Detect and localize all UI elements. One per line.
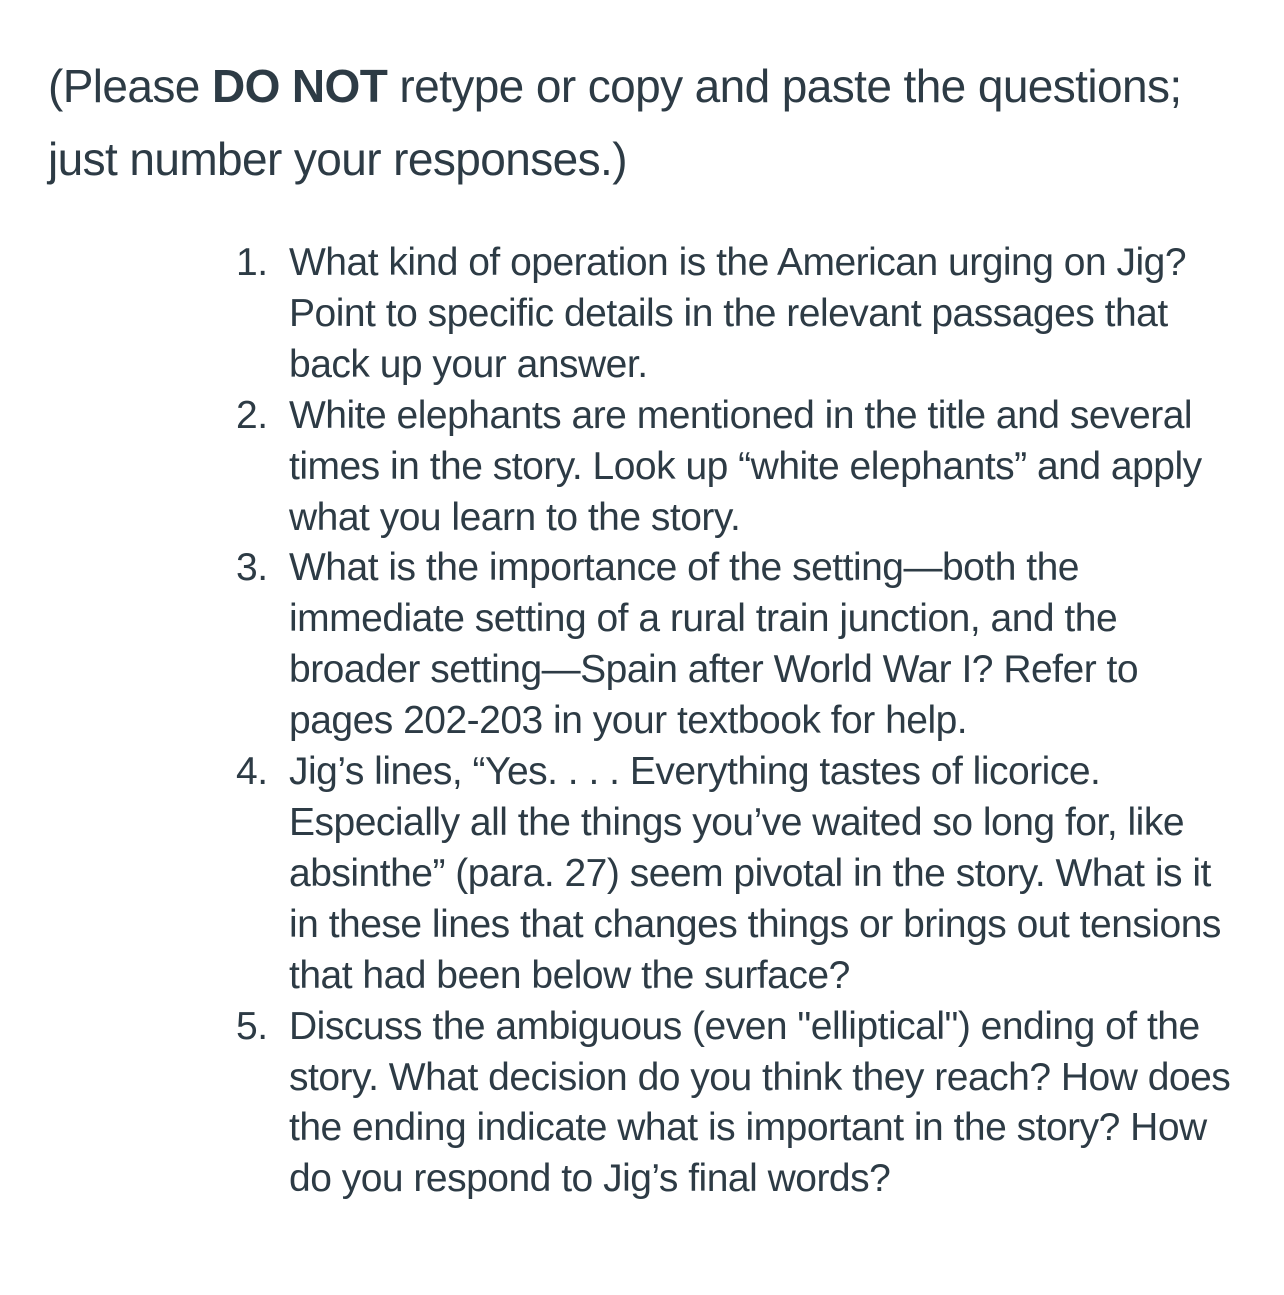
question-item-4 (232, 747, 1242, 1002)
question-number: 5. (236, 1004, 268, 1048)
question-item-5 (232, 1002, 1242, 1206)
question-text: White elephants are mentioned in the title and several times in the story. Look up “white elephants” and apply what you learn to the story. (289, 393, 1202, 539)
question-list (232, 238, 1242, 1205)
question-number: 4. (236, 750, 268, 794)
question-number: 1. (236, 241, 268, 284)
question-text: What is the importance of the setting—both the immediate setting of a rural train junction, and the broader setting—Spain after World War I? Refer to pages 202-203 in your textbook for help. (289, 546, 1139, 743)
question-text: What kind of operation is the American urging on Jig? Point to specific details in the relevant passages that back up your answer. (289, 241, 1187, 386)
question-text: Jig’s lines, “Yes. . . . Everything tastes of licorice. Especially all the things you’ve waited so long for, like absinthe” (para. 27) seem pivotal in the story. What is it in these lines that changes things or brings out tensions that had been below the surface? (289, 750, 1221, 997)
question-item-2 (232, 391, 1242, 544)
instructions-before: (Please (48, 60, 212, 112)
question-text: Discuss the ambiguous (even "elliptical") ending of the story. What decision do you think they reach? How does the ending indicate what is important in the story? How do you respond to Jig’s final words? (289, 1004, 1231, 1201)
instructions-text (48, 50, 1248, 196)
instructions-emphasis: DO NOT (211, 60, 388, 112)
question-item-3 (232, 543, 1242, 747)
question-number: 2. (236, 393, 268, 437)
instructions-after: retype or copy and paste the questions; just number your responses.) (48, 60, 1182, 185)
question-item-1 (232, 238, 1242, 391)
question-number: 3. (236, 546, 268, 590)
